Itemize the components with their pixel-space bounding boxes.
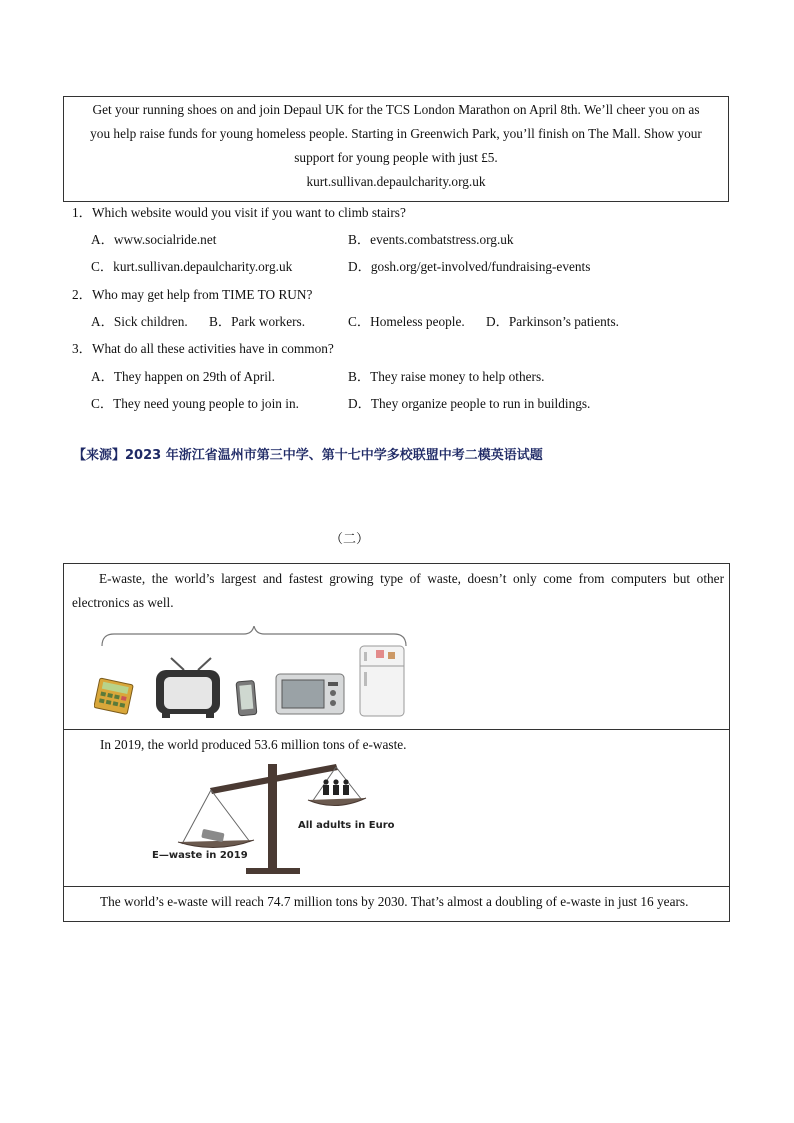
right-pan <box>308 798 366 806</box>
q3-option-a[interactable]: A．They happen on 29th of April. <box>91 369 275 384</box>
row1-text: E-waste, the world’s largest and fastest growing type of waste, doesn’t only come from computers but other electronics as well. <box>72 571 724 610</box>
q3-option-c[interactable]: C．They need young people to join in. <box>91 396 299 411</box>
q1-option-c[interactable]: C．kurt.sullivan.depaulcharity.org.uk <box>91 259 293 274</box>
row2-text: In 2019, the world produced 53.6 million tons of e-waste. <box>100 737 407 752</box>
ad-line-1: Get your running shoes on and join Depaul UK for the TCS London Marathon on April 8th. We’ll cheer you on as <box>92 102 700 117</box>
q1-option-b[interactable]: B．events.combatstress.org.uk <box>348 232 514 247</box>
question-2-stem: 2．Who may get help from TIME TO RUN? <box>72 287 313 302</box>
q3-option-d[interactable]: D．They organize people to run in buildings. <box>348 396 591 411</box>
q1-option-a[interactable]: A．www.socialride.net <box>91 232 217 247</box>
scale-left-label: E—waste in 2019 <box>152 850 248 861</box>
q2-option-a[interactable]: A．Sick children. <box>91 314 188 329</box>
row3-text: The world’s e-waste will reach 74.7 million tons by 2030. That’s almost a doubling of e-waste in just 16 years. <box>100 894 689 909</box>
ad-box <box>63 96 729 202</box>
q1-option-d[interactable]: D．gosh.org/get-involved/fundraising-events <box>348 259 591 274</box>
ewaste-table <box>63 563 730 922</box>
calculator-icon <box>94 678 133 714</box>
electronics-illustration <box>94 626 434 726</box>
section-title: （二） <box>330 532 370 547</box>
q2-option-c[interactable]: C．Homeless people. <box>348 314 465 329</box>
phone-icon <box>236 680 257 715</box>
ad-website: kurt.sullivan.depaulcharity.org.uk <box>306 174 486 189</box>
question-1-stem: 1．Which website would you visit if you want to climb stairs? <box>72 205 406 220</box>
q2-option-b[interactable]: B．Park workers. <box>209 314 306 329</box>
phone-on-pan-icon <box>201 829 224 842</box>
left-pan <box>178 840 254 848</box>
source-line: 【来源】2023 年浙江省温州市第三中学、第十七中学多校联盟中考二模英语试题 <box>73 448 543 463</box>
scale-illustration <box>150 758 410 878</box>
q3-option-b[interactable]: B．They raise money to help others. <box>348 369 545 384</box>
fridge-icon <box>360 646 404 716</box>
q2-option-d[interactable]: D．Parkinson’s patients. <box>486 314 619 329</box>
table-row-1 <box>64 564 729 730</box>
ad-line-3: support for young people with just £5. <box>294 150 498 165</box>
ad-line-2: you help raise funds for young homeless people. Starting in Greenwich Park, you’ll finish on The Mall. Show your <box>90 126 702 141</box>
tv-icon <box>156 658 220 718</box>
people-icon <box>323 779 349 795</box>
microwave-icon <box>276 674 344 714</box>
brace-icon <box>102 626 406 646</box>
scale-right-label: All adults in Euro <box>298 820 395 831</box>
question-3-stem: 3．What do all these activities have in common? <box>72 341 334 356</box>
